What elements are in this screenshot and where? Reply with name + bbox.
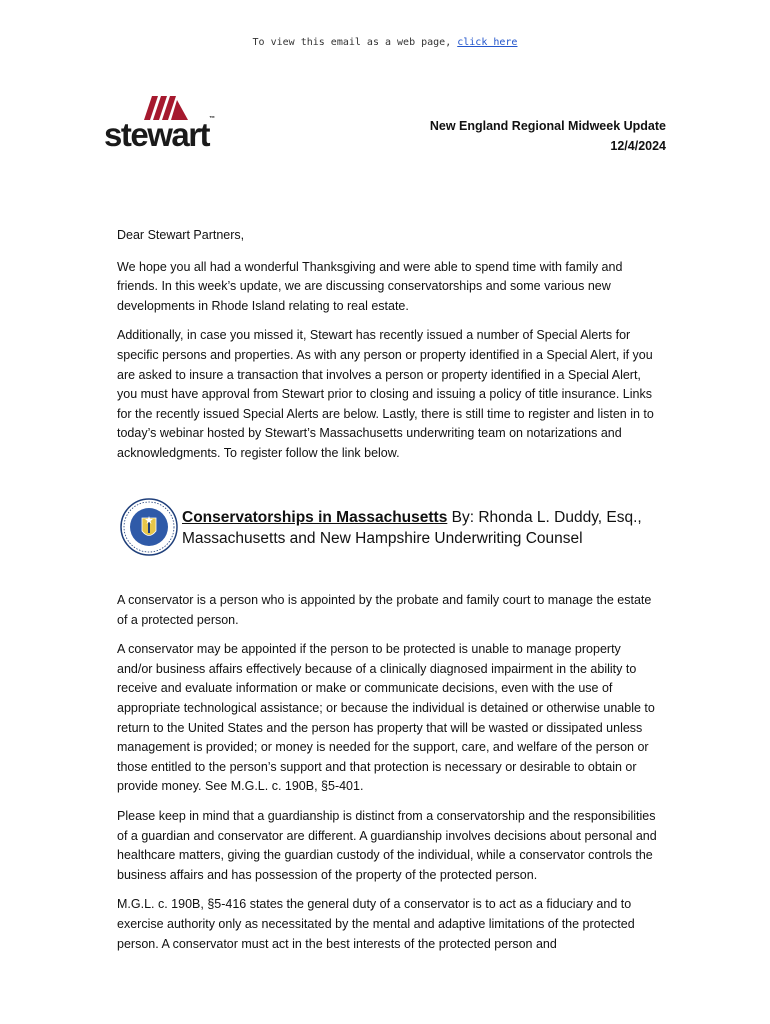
intro-section bbox=[117, 226, 657, 474]
article-body bbox=[117, 591, 657, 964]
stewart-logo[interactable] bbox=[104, 96, 234, 152]
newsletter-date: 12/4/2024 bbox=[610, 139, 666, 153]
greeting: Dear Stewart Partners, bbox=[117, 228, 245, 242]
article-title bbox=[182, 507, 652, 549]
article-paragraph-3: Please keep in mind that a guardianship is distinct from a conservatorship and the responsibilities of a guardian and conservator are different. A guardianship involves decisions about personal and healthcare matters, giving the guardian custody of the individual, while a conservator controls the business affairs and has possession of the property of the protected person. bbox=[117, 808, 657, 882]
article-byline: By: Rhonda L. Duddy, Esq., Massachusetts and New Hampshire Underwriting Counsel bbox=[182, 509, 642, 547]
intro-paragraph-2: Additionally, in case you missed it, Stewart has recently issued a number of Special Alerts for specific persons and properties. As with any person or property identified in a Special Alert, if you are asked to insure a transaction that involves a person or property identified in a Special Alert, you must have approval from Stewart prior to closing and issuing a policy of title insurance. Links for the recently issued Special Alerts are below. Lastly, there is still time to register and listen in to today’s webinar hosted by Stewart’s Massachusetts underwriting team on notarizations and acknowledgments. To register follow the link below. bbox=[117, 328, 654, 460]
article-title-link[interactable]: Conservatorships in Massachusetts bbox=[182, 509, 448, 526]
web-view-bar bbox=[0, 37, 770, 48]
newsletter-header bbox=[430, 116, 666, 156]
massachusetts-seal-icon bbox=[120, 498, 178, 556]
web-view-link[interactable]: click here bbox=[457, 37, 518, 48]
newsletter-title: New England Regional Midweek Update bbox=[429, 119, 666, 133]
intro-paragraph-1: We hope you all had a wonderful Thanksgiving and were able to spend time with family and friends. In this week’s update, we are discussing conservatorships and some various new developments in Rhode Island relating to real estate. bbox=[117, 259, 623, 313]
article-heading bbox=[117, 498, 657, 558]
web-view-text: To view this email as a web page, bbox=[252, 37, 452, 48]
article-paragraph-2: A conservator may be appointed if the person to be protected is unable to manage property and/or business affairs effectively because of a clinically diagnosed impairment in the ability to receive and evaluate information or make or communicate decisions, even with the use of appropriate technological assistance; or because the individual is detained or otherwise unable to return to the United States and the person has property that will be wasted or dissipated unless management is provided; or money is needed for the support, care, and welfare of the person or those entitled to the person’s support and that protection is necessary or desirable to obtain or provide money. See M.G.L. c. 190B, §5-401. bbox=[117, 642, 655, 794]
article-paragraph-1: A conservator is a person who is appointed by the probate and family court to manage the estate of a protected person. bbox=[117, 593, 652, 627]
logo-wordmark: stewart™ bbox=[104, 116, 216, 153]
article-paragraph-4: M.G.L. c. 190B, §5-416 states the general duty of a conservator is to act as a fiduciary and to exercise authority only as necessitated by the mental and adaptive limitations of the protected person. A conservator must act in the best interests of the protected person and bbox=[117, 897, 635, 951]
